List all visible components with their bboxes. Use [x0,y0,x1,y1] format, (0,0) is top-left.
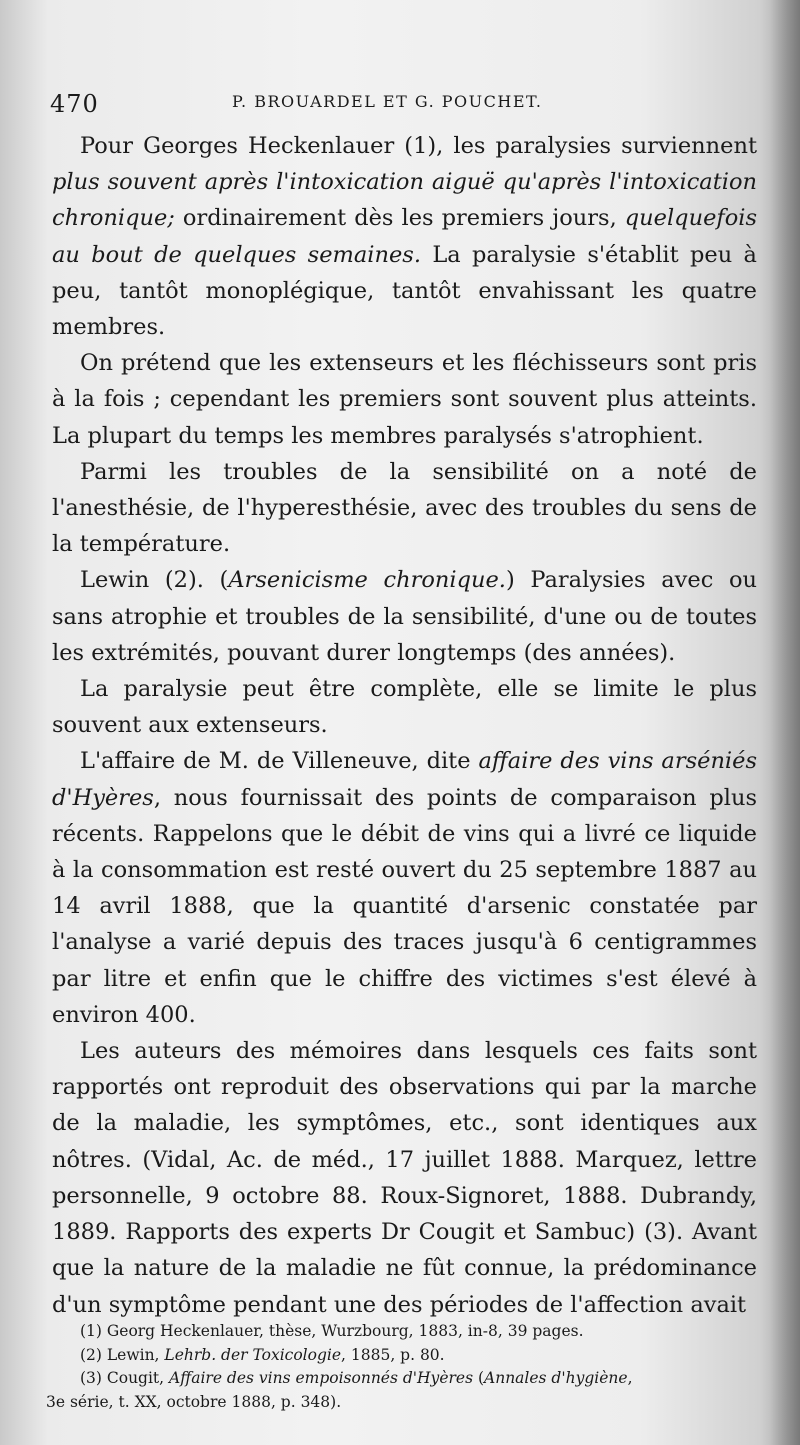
paragraph-auteurs: Les auteurs des mémoires dans lesquels ces faits sont rapportés ont reproduit des observations qui par la marche de la maladie, les symptômes, etc., sont identiques aux nôtres. (Vidal, Ac. de méd., 17 juillet 1888. Marquez, lettre personnelle, 9 octobre 88. Roux-Signoret, 1888. Dubrandy, 1889. Rapports des experts Dr Cougit et Sambuc) (3). Avant que la nature de la maladie ne fût connue, la prédominance d'un symptôme pendant une des périodes de l'affection avait [52,1038,757,1318]
paragraph-lewin: Lewin (2). (Arsenicisme chronique.) Paralysies avec ou sans atrophie et troubles de la sensibilité, d'une ou de toutes les extrémités, pouvant durer longtemps (des années). [52,567,757,666]
footnote-3: (3) Cougit, Affaire des vins empoisonnés d'Hyères (Annales d'hygiène, [80,1369,633,1387]
binding-shadow [770,0,800,1445]
footnote-2: (2) Lewin, Lehrb. der Toxicologie, 1885, p. 80. [80,1345,445,1364]
paragraph-sensibilite: Parmi les troubles de la sensibilité on a noté de l'anesthésie, de l'hyperesthésie, avec des troubles du sens de la température. [52,458,757,558]
paragraph-villeneuve: L'affaire de M. de Villeneuve, dite affaire des vins arséniés d'Hyères, nous fournissait des points de comparaison plus récents. Rappelons que le débit de vins qui a livré ce liquide à la consommation est resté ouvert du 25 septembre 1887 au 14 avril 1888, que la quantité d'arsenic constatée par l'analyse a varié depuis des traces jusqu'à 6 centigrammes par litre et enfin que le chiffre des victimes s'est élevé à environ 400. [52,748,757,1028]
page-header [50,90,750,118]
running-title: P. BROUARDEL ET G. POUCHET. [232,92,543,111]
footnote-3-continued: 3e série, t. XX, octobre 1888, p. 348). [46,1392,342,1411]
paragraph-heckenlauer: Pour Georges Heckenlauer (1), les paralysies surviennent plus souvent après l'intoxication aiguë qu'après l'intoxication chronique; ordinairement dès les premiers jours, quelquefois au bout de quelques semaines. La paralysie s'établit peu à peu, tantôt monoplégique, tantôt envahissant les quatre membres. [52,133,757,341]
paragraph-paralysie: La paralysie peut être complète, elle se limite le plus souvent aux extenseurs. [52,676,757,739]
footnotes [46,1320,770,1414]
body-text [52,128,757,1323]
page-number: 470 [50,90,99,118]
footnote-1: (1) Georg Heckenlauer, thèse, Wurzbourg, 1883, in-8, 39 pages. [80,1322,584,1340]
paragraph-extenseurs: On prétend que les extenseurs et les fléchisseurs sont pris à la fois ; cependant les premiers sont souvent plus atteints. La plupart du temps les membres paralysés s'atrophient. [52,350,757,449]
